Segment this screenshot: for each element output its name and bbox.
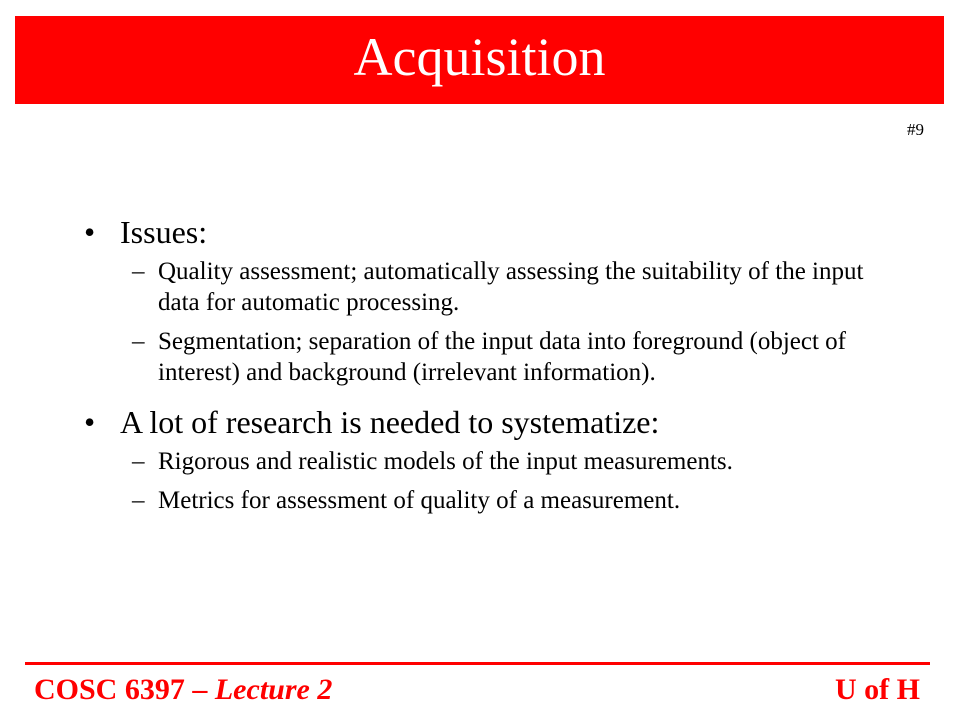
title-bar: [15, 16, 944, 104]
slide-body: [84, 212, 884, 530]
dash-marker: –: [132, 258, 145, 285]
bullet-marker: •: [84, 404, 96, 440]
bullet-text: A lot of research is needed to systematize:: [120, 404, 660, 440]
footer-course: [34, 673, 332, 707]
sub-item-metrics: [84, 485, 884, 516]
sub-list-research: [84, 446, 884, 516]
slide-number: #9: [907, 120, 924, 139]
sub-item-text: Rigorous and realistic models of the input measurements.: [158, 448, 733, 475]
sub-item-text: Metrics for assessment of quality of a measurement.: [158, 487, 681, 514]
sub-item-models: [84, 446, 884, 477]
footer-lecture: Lecture 2: [214, 673, 333, 706]
sub-item-text: Quality assessment; automatically assessing the suitability of the input data for automatic processing.: [158, 258, 864, 316]
dash-marker: –: [132, 328, 145, 355]
bullet-text: Issues:: [120, 214, 208, 250]
bullet-issues: [84, 212, 884, 252]
bullet-research: [84, 402, 884, 442]
sub-item-segmentation: [84, 326, 884, 388]
dash-marker: –: [132, 487, 145, 514]
sub-item-text: Segmentation; separation of the input data into foreground (object of interest) and background (irrelevant information).: [158, 328, 847, 386]
footer-course-code: COSC 6397 –: [34, 673, 215, 706]
footer-divider: [25, 662, 930, 665]
dash-marker: –: [132, 448, 145, 475]
sub-item-quality-assessment: [84, 256, 884, 318]
sub-list-issues: [84, 256, 884, 388]
slide-title: Acquisition: [353, 27, 606, 87]
bullet-marker: •: [84, 214, 96, 250]
footer-institution: U of H: [835, 673, 920, 706]
